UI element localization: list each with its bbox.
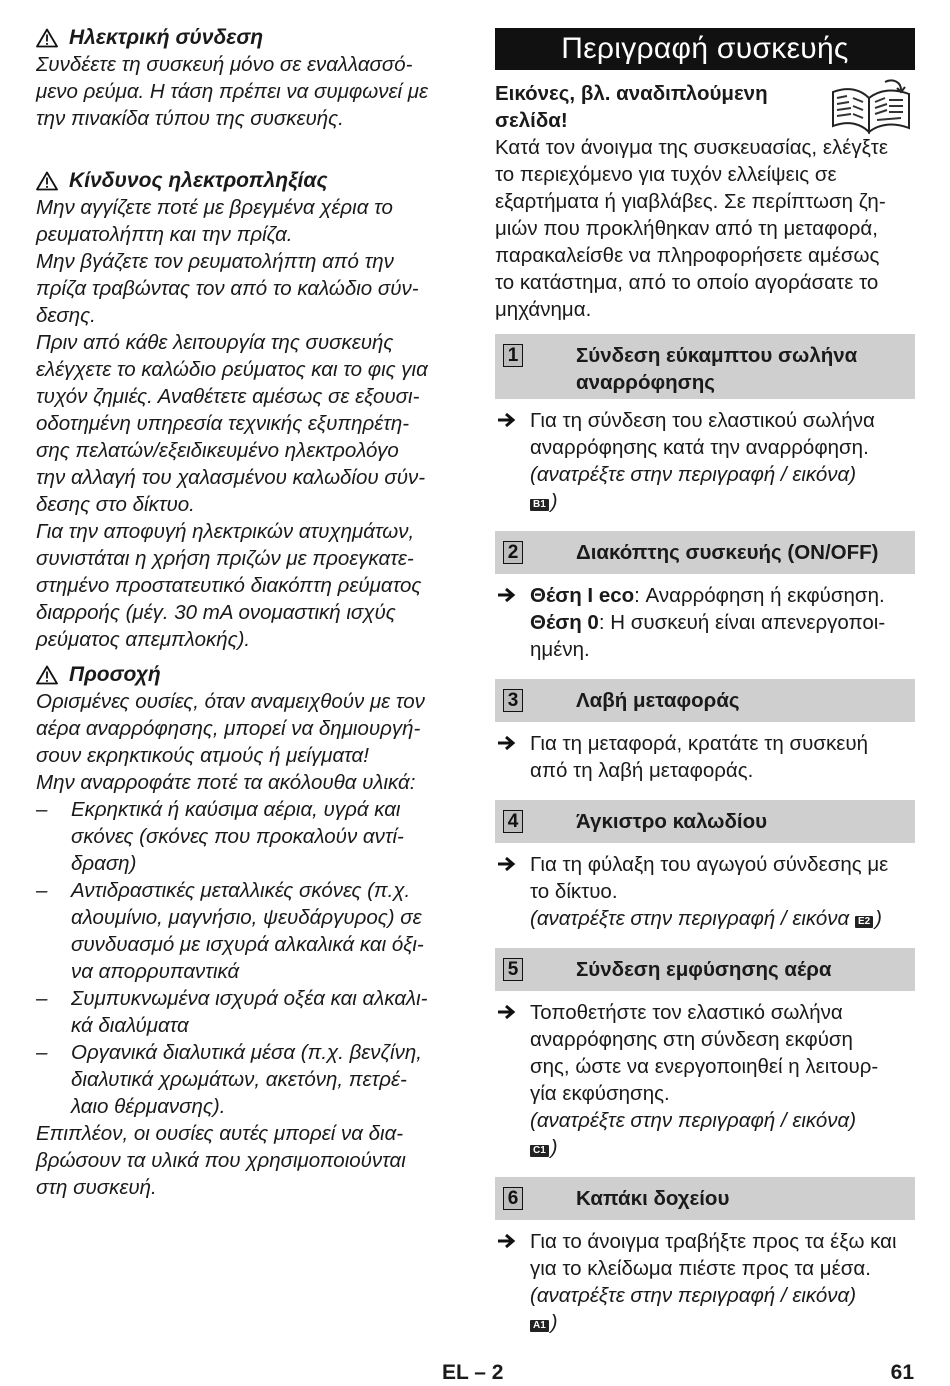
text-line: πρίζα τραβώντας τον από το καλώδιο σύν-: [36, 277, 419, 300]
text-line: μιών που προκλήθηκαν από τη μεταφορά,: [495, 217, 878, 240]
figure-reference: (ανατρέξτε στην περιγραφή / εικόνα): [530, 463, 857, 486]
intro-body: [495, 134, 915, 323]
section-bullet-1: [495, 407, 915, 515]
text-line: Εκρηκτικά ή καύσιμα αέρια, υγρά και: [71, 798, 401, 821]
text-line: Για τη σύνδεση του ελαστικού σωλήνα: [530, 409, 875, 432]
text-line: Λαβή μεταφοράς: [576, 689, 740, 712]
text-line: Οργανικά διαλυτικά μέσα (π.χ. βενζίνη,: [71, 1041, 422, 1064]
text-line: εξαρτήματα ή γιαβλάβες. Σε περίπτωση ζη-: [495, 190, 886, 213]
section-number: 1: [503, 344, 523, 367]
figure-badge: C1: [530, 1145, 549, 1157]
footer-language-page: EL – 2: [442, 1361, 504, 1384]
text-line: [530, 582, 915, 609]
text-line: συνιστάται η χρήση πριζών με προεγκατε-: [36, 547, 414, 570]
arrow-right-icon: [497, 1233, 517, 1249]
text-line: Για τη μεταφορά, κρατάτε τη συσκευή: [530, 732, 868, 755]
text-line: σης πελατών/εξειδικευμένο ηλεκτρολόγο: [36, 439, 399, 462]
text-line: δραση): [71, 852, 137, 875]
hazardous-materials-list: [36, 796, 466, 1120]
text-line: σελίδα!: [495, 109, 568, 132]
list-item: [36, 1039, 466, 1120]
section-bullet-2: [495, 582, 915, 663]
figure-reference: (ανατρέξτε στην περιγραφή / εικόνα): [530, 1109, 857, 1132]
text-line: μενο ρεύμα. Η τάση πρέπει να συμφωνεί με: [36, 80, 428, 103]
text-line: παρακαλείσθε να πληροφορήσετε αμέσως: [495, 244, 880, 267]
figure-reference: [530, 905, 915, 932]
paren: ): [550, 1136, 558, 1159]
text-line: σουν εκρηκτικούς ατμούς ή μείγματα!: [36, 744, 369, 767]
position-text: : Η συσκευή είναι απενεργοποι-: [598, 611, 886, 634]
text-line: μηχάνημα.: [495, 298, 592, 321]
page-number: 61: [890, 1361, 914, 1384]
section-number: 4: [503, 810, 523, 833]
shock-heading: [36, 167, 466, 194]
caution-body: [36, 688, 466, 796]
text-line: για το κλείδωμα πιέστε προς τα μέσα.: [530, 1257, 871, 1280]
ref-text: (ανατρέξτε στην περιγραφή / εικόνα: [530, 907, 850, 930]
figure-reference: (ανατρέξτε στην περιγραφή / εικόνα): [530, 1284, 857, 1307]
warning-triangle-icon: [36, 28, 58, 48]
list-item: [36, 985, 466, 1039]
dash-marker: –: [36, 879, 48, 902]
text-line: το κατάστημα, από το οποίο αγοράσατε το: [495, 271, 879, 294]
dash-marker: –: [36, 1041, 48, 1064]
text-line: Συμπυκνωμένα ισχυρά οξέα και αλκαλι-: [71, 987, 428, 1010]
text-line: Μην αγγίζετε ποτέ με βρεγμένα χέρια το: [36, 196, 393, 219]
text-line: Πριν από κάθε λειτουργία της συσκευής: [36, 331, 394, 354]
figure-reference-tail: [530, 1309, 915, 1336]
section-title-text: [576, 679, 915, 717]
electric-heading-text: Ηλεκτρική σύνδεση: [69, 26, 264, 49]
text-line: κά διαλύματα: [71, 1014, 189, 1037]
section-number: 2: [503, 541, 523, 564]
text-line: Σύνδεση εμφύσησης αέρα: [576, 958, 832, 981]
text-line: αναρρόφησης κατά την αναρρόφηση.: [530, 436, 869, 459]
arrow-right-icon: [497, 412, 517, 428]
text-line: την αλλαγή του χαλασμένου καλωδίου σύν-: [36, 466, 426, 489]
section-title-text: [576, 531, 915, 569]
text-line: Διακόπτης συσκευής (ON/OFF): [576, 541, 879, 564]
text-line: [530, 609, 915, 636]
caution-closing: [36, 1120, 466, 1201]
text-line: Μην βγάζετε τον ρευματολήπτη από την: [36, 250, 394, 273]
text-line: Σύνδεση εύκαμπτου σωλήνα: [576, 344, 858, 367]
section-header-4: [495, 800, 915, 843]
text-line: Ορισμένες ουσίες, όταν αναμειχθούν με τον: [36, 690, 425, 713]
section-number: 6: [503, 1187, 523, 1210]
shock-body: [36, 194, 466, 653]
text-line: Εικόνες, βλ. αναδιπλούμενη: [495, 82, 768, 105]
electric-heading: [36, 24, 466, 51]
figure-badge: B1: [530, 499, 549, 511]
paren: ): [550, 490, 558, 513]
text-line: αλουμίνιο, μαγνήσιο, ψευδάργυρος) σε: [71, 906, 422, 929]
section-header-1: [495, 334, 915, 399]
text-line: Για το άνοιγμα τραβήξτε προς τα έξω και: [530, 1230, 897, 1253]
section-header-2: [495, 531, 915, 574]
text-line: ελέγχετε το καλώδιο ρεύματος και το φις για: [36, 358, 428, 381]
text-line: αναρρόφησης στη σύνδεση εκφύση: [530, 1028, 853, 1051]
text-line: Άγκιστρο καλωδίου: [576, 810, 768, 833]
figure-reference-tail: [530, 1134, 915, 1161]
safety-column: [36, 24, 466, 1201]
section-title-text: [576, 334, 915, 399]
caution-heading-text: Προσοχή: [69, 663, 161, 686]
text-line: Κατά τον άνοιγμα της συσκευασίας, ελέγξτε: [495, 136, 889, 159]
section-number: 5: [503, 958, 523, 981]
section-header-3: [495, 679, 915, 722]
text-line: Αντιδραστικές μεταλλικές σκόνες (π.χ.: [71, 879, 411, 902]
text-line: το περιεχόμενο για τυχόν ελλείψεις σε: [495, 163, 837, 186]
text-line: από τη λαβή μεταφοράς.: [530, 759, 754, 782]
text-line: βρώσουν τα υλικά που χρησιμοποιούνται: [36, 1149, 406, 1172]
text-line: Για την αποφυγή ηλεκτρικών ατυχημάτων,: [36, 520, 415, 543]
text-line: την πινακίδα τύπου της συσκευής.: [36, 107, 344, 130]
text-line: Τοποθετήστε τον ελαστικό σωλήνα: [530, 1001, 843, 1024]
section-title-text: [576, 1177, 915, 1215]
text-line: ρεύματος απεμπλοκής).: [36, 628, 251, 651]
figure-reference-tail: [530, 488, 915, 515]
text-line: αέρα αναρρόφησης, μπορεί να δημιουργή-: [36, 717, 421, 740]
shock-heading-text: Κίνδυνος ηλεκτροπληξίας: [69, 169, 328, 192]
text-line: λαιο θέρμανσης).: [71, 1095, 226, 1118]
position-label: Θέση I eco: [530, 584, 635, 607]
text-line: σκόνες (σκόνες που προκαλούν αντί-: [71, 825, 404, 848]
dash-marker: –: [36, 798, 48, 821]
arrow-right-icon: [497, 856, 517, 872]
text-line: διαρροής (μέγ. 30 mA ονομαστική ισχύς: [36, 601, 396, 624]
arrow-right-icon: [497, 587, 517, 603]
device-description-column: [495, 28, 915, 1336]
list-item: [36, 796, 466, 877]
text-line: Μην αναρροφάτε ποτέ τα ακόλουθα υλικά:: [36, 771, 416, 794]
section-header-5: [495, 948, 915, 991]
section-bullet-6: [495, 1228, 915, 1336]
paren: ): [550, 1311, 558, 1334]
text-line: τυχόν ζημιές. Αναθέτετε αμέσως σε εξουσι-: [36, 385, 420, 408]
warning-triangle-icon: [36, 171, 58, 191]
text-line: ρευματολήπτη και την πρίζα.: [36, 223, 293, 246]
text-line: Για τη φύλαξη του αγωγού σύνδεσης με: [530, 853, 889, 876]
section-number: 3: [503, 689, 523, 712]
section-title-text: [576, 800, 915, 838]
text-line: στη συσκευή.: [36, 1176, 157, 1199]
position-label: Θέση 0: [530, 611, 599, 634]
electric-body: [36, 51, 466, 132]
text-line: σης, ώστε να ενεργοποιηθεί η λειτουρ-: [530, 1055, 879, 1078]
text-line: οδοτημένη υπηρεσία τεχνικής εξυπηρέτη-: [36, 412, 410, 435]
dash-marker: –: [36, 987, 48, 1010]
position-text: : Αναρρόφηση ή εκφύσηση.: [634, 584, 885, 607]
text-line: συνδυασμό με ισχυρά αλκαλικά και όξι-: [71, 933, 424, 956]
text-line: στημένο προστατευτικό διακόπτη ρεύματος: [36, 574, 422, 597]
list-item: [36, 877, 466, 985]
section-bullet-4: [495, 851, 915, 932]
section-header-6: [495, 1177, 915, 1220]
section-bullet-3: [495, 730, 915, 784]
text-line: διαλυτικά χρωμάτων, ακετόνη, πετρέ-: [71, 1068, 407, 1091]
warning-triangle-icon: [36, 665, 58, 685]
book-icon: [827, 78, 915, 136]
arrow-right-icon: [497, 1004, 517, 1020]
caution-heading: [36, 661, 466, 688]
section-bullet-5: [495, 999, 915, 1161]
text-line: Επιπλέον, οι ουσίες αυτές μπορεί να δια-: [36, 1122, 404, 1145]
figure-badge: A1: [530, 1320, 549, 1332]
text-line: δεσης στο δίκτυο.: [36, 493, 195, 516]
text-line: ημένη.: [530, 638, 590, 661]
text-line: Συνδέετε τη συσκευή μόνο σε εναλλασσό-: [36, 53, 413, 76]
text-line: γία εκφύσησης.: [530, 1082, 670, 1105]
text-line: αναρρόφησης: [576, 371, 715, 394]
paren: ): [875, 907, 882, 930]
arrow-right-icon: [497, 735, 517, 751]
intro-heading: [495, 80, 915, 134]
section-title: Περιγραφή συσκευής: [495, 28, 915, 70]
text-line: το δίκτυο.: [530, 880, 618, 903]
text-line: δεσης.: [36, 304, 96, 327]
text-line: Καπάκι δοχείου: [576, 1187, 730, 1210]
text-line: να απορρυπαντικά: [71, 960, 240, 983]
section-title-text: [576, 948, 915, 986]
figure-badge: E2: [855, 916, 873, 928]
